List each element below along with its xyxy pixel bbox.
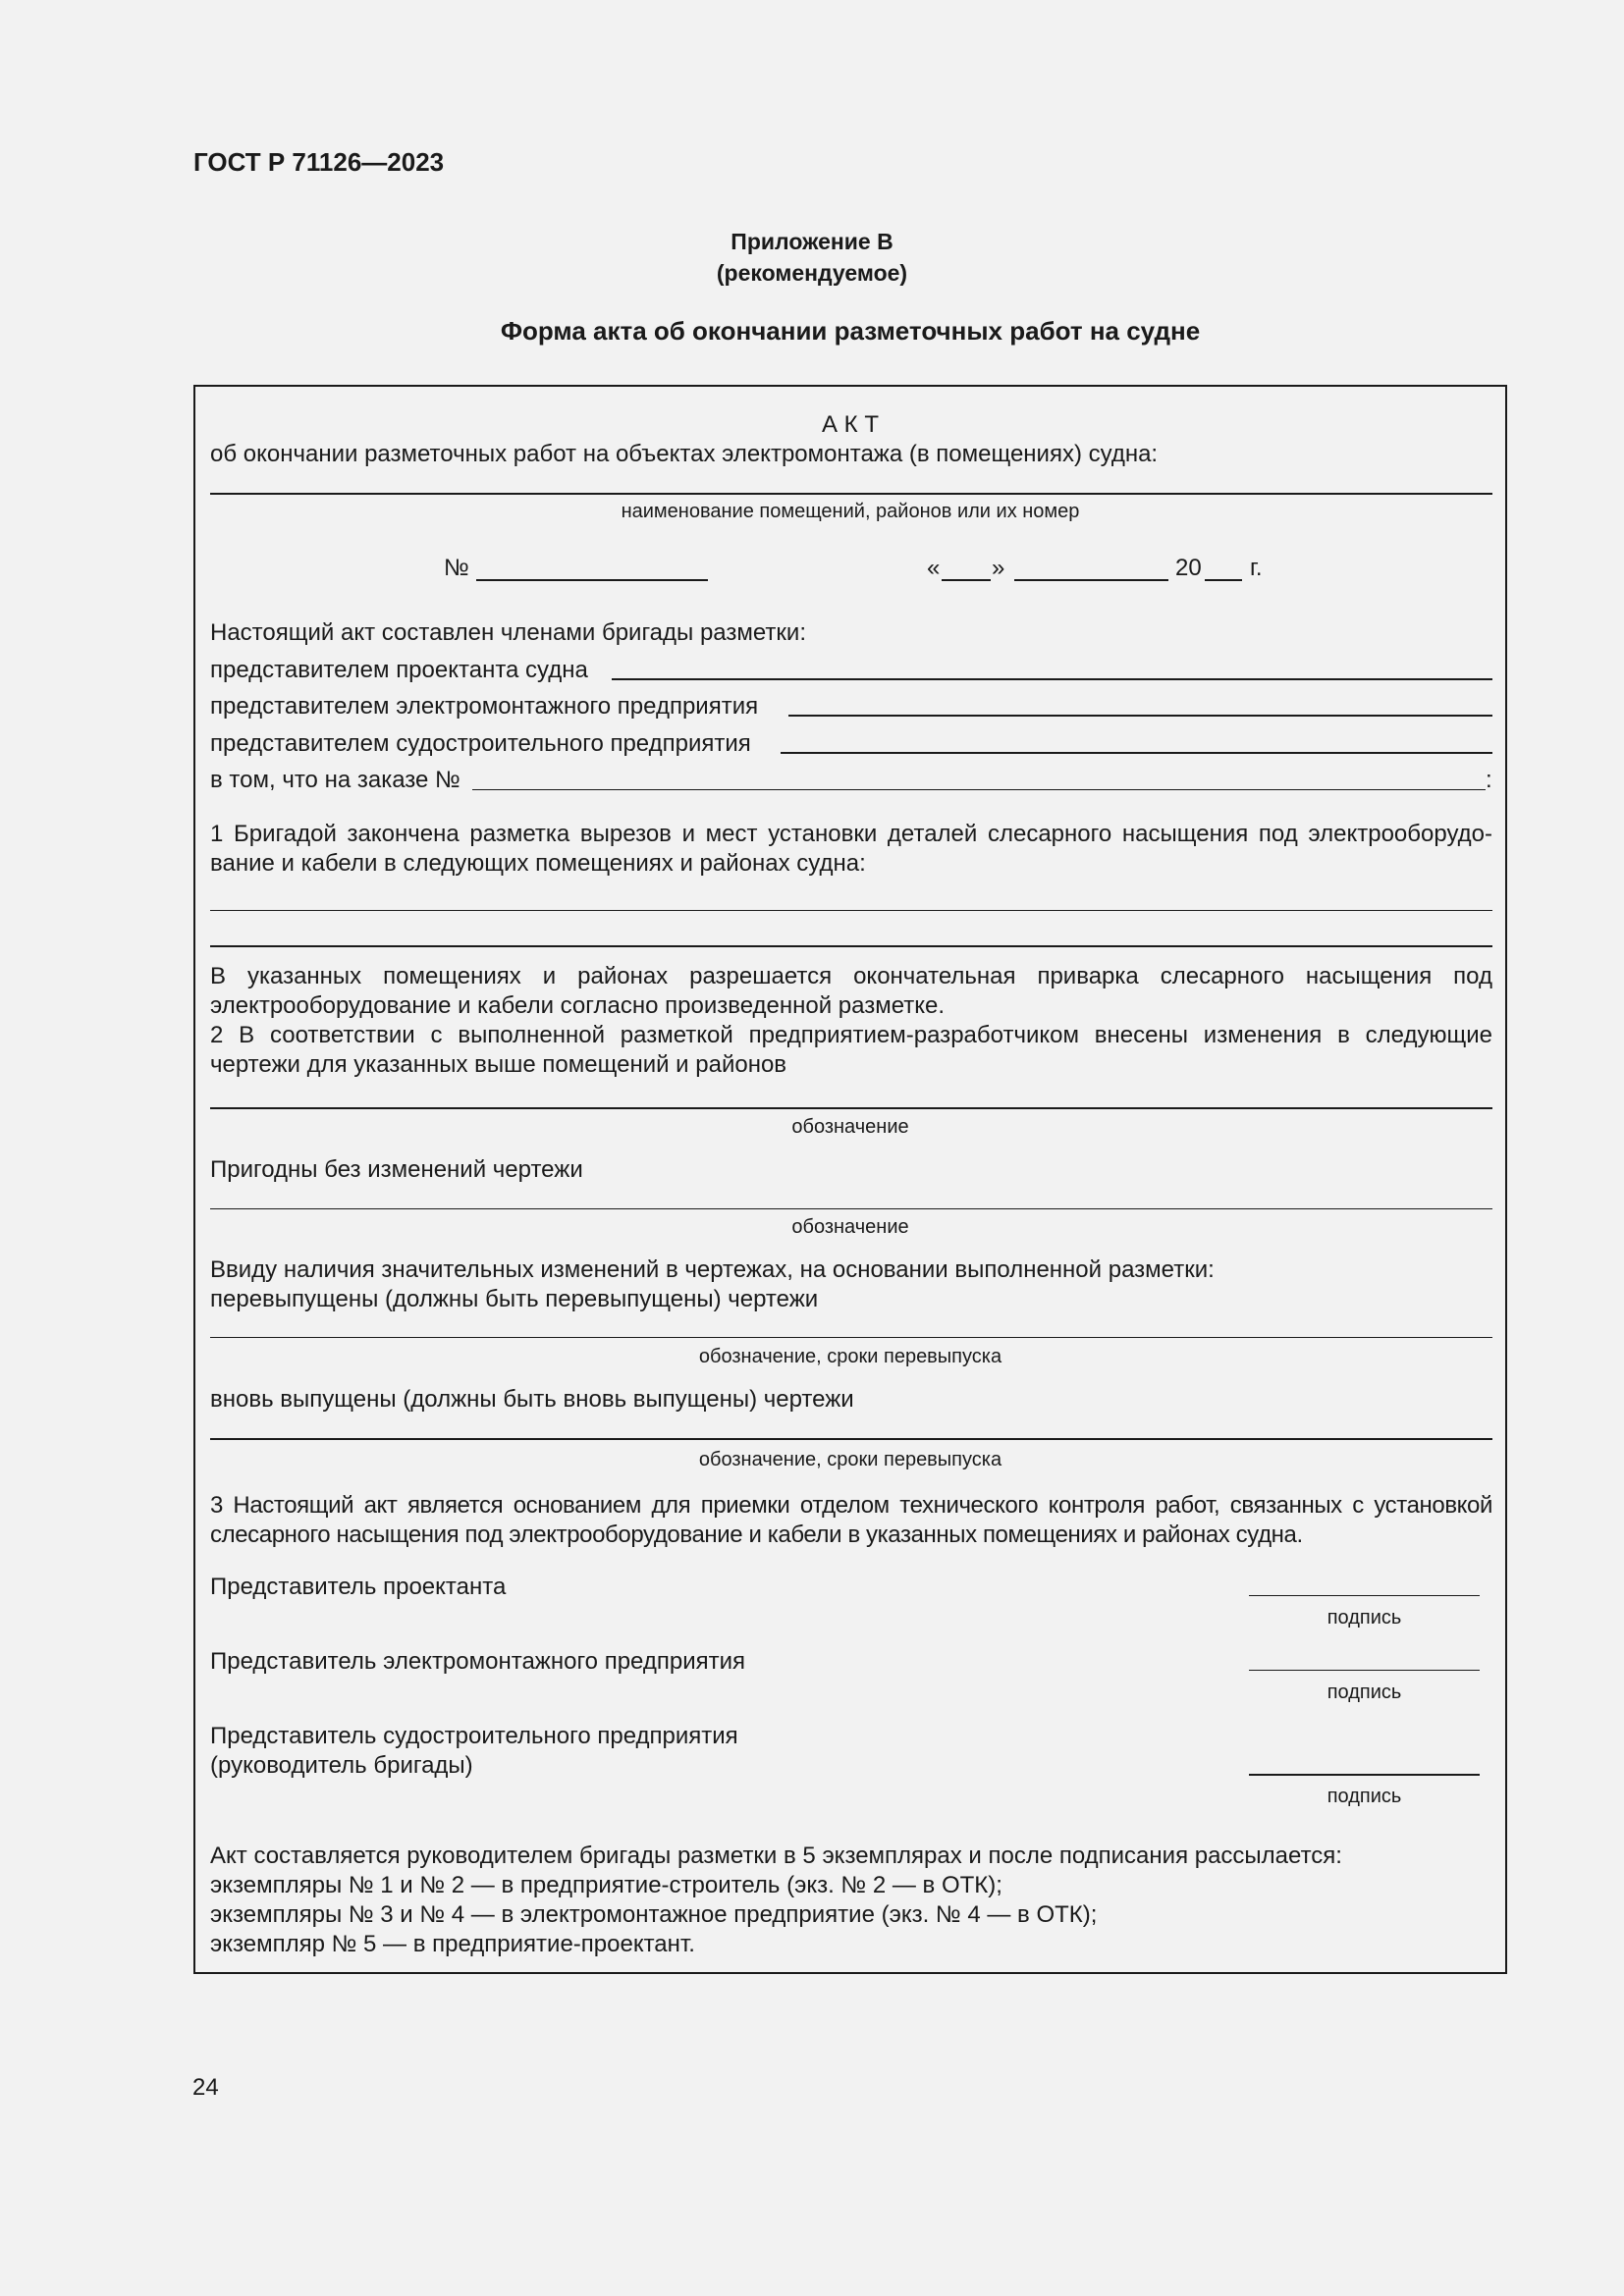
date-close-quote: » [992, 555, 1005, 581]
distribution-3: экземпляры № 3 и № 4 — в электромонтажное предприятие (экз. № 4 — в ОТК); [210, 1901, 1098, 1928]
distribution-4: экземпляр № 5 — в предприятие-проектант. [210, 1931, 695, 1957]
form-title: Форма акта об окончании разметочных работ на судне [500, 316, 1201, 346]
significant-changes: Ввиду наличия значительных изменений в чертежах, на основании выполненной разметки: [210, 1256, 1215, 1283]
caption-signature-electro: подпись [1326, 1682, 1402, 1703]
signature-line-electro [1249, 1670, 1480, 1671]
signature-line-designer [1249, 1595, 1480, 1596]
unchanged-drawings: Пригодны без изменений чертежи [210, 1156, 583, 1183]
order-label: в том, что на заказе № [210, 767, 460, 793]
rep-designer: представителем проектанта судна [210, 657, 588, 683]
caption-rooms: наименование помещений, районов или их номер [621, 501, 1080, 522]
act-subject: об окончании разметочных работ на объектах электромонтажа (в помещениях) судна: [210, 441, 1159, 467]
designation-line-1 [210, 1107, 1492, 1109]
number-label: № [444, 555, 469, 581]
rep-shipyard-line [781, 752, 1492, 754]
order-line [472, 789, 1486, 790]
sign-designer: Представитель проектанта [210, 1574, 507, 1600]
newly-issued-drawings: вновь выпущены (должны быть вновь выпущены) чертежи [210, 1386, 854, 1413]
caption-signature-designer: подпись [1326, 1607, 1402, 1629]
standard-header: ГОСТ Р 71126—2023 [193, 147, 445, 177]
designation-line-2 [210, 1208, 1492, 1209]
year-line [1205, 579, 1242, 581]
distribution-2: экземпляры № 1 и № 2 — в предприятие-строитель (экз. № 2 — в ОТК); [210, 1872, 1002, 1898]
caption-signature-shipyard: подпись [1326, 1786, 1402, 1807]
act-heading: А К Т [822, 411, 879, 438]
appendix-status: (рекомендуемое) [716, 260, 908, 286]
signature-line-shipyard [1249, 1774, 1480, 1776]
item1-line-2 [210, 945, 1492, 947]
sign-electro: Представитель электромонтажного предприятия [210, 1648, 746, 1675]
distribution-1: Акт составляется руководителем бригады разметки в 5 экземплярах и после подписания рассылается: [210, 1842, 1342, 1869]
reissued-drawings: перевыпущены (должны быть перевыпущены) чертежи [210, 1286, 819, 1312]
rooms-line [210, 493, 1492, 495]
rep-designer-line [612, 678, 1492, 680]
year-prefix: 20 [1175, 555, 1202, 581]
sign-shipyard-2: (руководитель бригады) [210, 1752, 473, 1779]
year-suffix: г. [1250, 555, 1263, 581]
welding-allowed: В указанных помещениях и районах разрешается окончательная приварка слесарного насыщения под электрооборудование и кабели согласно произведенной разметке. [210, 963, 1492, 1019]
caption-designation-1: обозначение [791, 1116, 909, 1138]
date-open-quote: « [927, 555, 941, 581]
rep-electro-line [788, 715, 1492, 717]
appendix-heading [0, 226, 1624, 289]
act-form-frame [193, 385, 1507, 1974]
reissue-line-2 [210, 1438, 1492, 1440]
rep-shipyard: представителем судостроительного предприятия [210, 730, 751, 757]
reissue-line-1 [210, 1337, 1492, 1338]
sign-shipyard-1: Представитель судостроительного предприятия [210, 1723, 738, 1749]
item-1: 1 Бригадой закончена разметка вырезов и мест установки деталей слесарного насыщения под электрооборудо-вание и кабели в следующих помещениях и районах судна: [210, 821, 1492, 877]
appendix-title: Приложение В [731, 229, 893, 254]
composed-text: Настоящий акт составлен членами бригады разметки: [210, 619, 806, 646]
day-line [942, 579, 991, 581]
item1-line-1 [210, 910, 1492, 911]
order-colon: : [1486, 767, 1492, 793]
page-number: 24 [192, 2074, 219, 2101]
item-3: 3 Настоящий акт является основанием для приемки отделом технического контроля работ, связанных с установкой слесарного насыщения под электрооборудование и кабели в указанных помещениях и районах судна. [210, 1492, 1492, 1548]
caption-reissue-1: обозначение, сроки перевыпуска [698, 1346, 1002, 1367]
number-line [476, 579, 708, 581]
item-2: 2 В соответствии с выполненной разметкой предприятием-разработчиком внесены изменения в следующие чертежи для указанных выше помещений и районов [210, 1022, 1492, 1078]
caption-designation-2: обозначение [791, 1216, 909, 1238]
caption-reissue-2: обозначение, сроки перевыпуска [698, 1449, 1002, 1470]
month-line [1014, 579, 1168, 581]
rep-electro: представителем электромонтажного предприятия [210, 693, 759, 720]
